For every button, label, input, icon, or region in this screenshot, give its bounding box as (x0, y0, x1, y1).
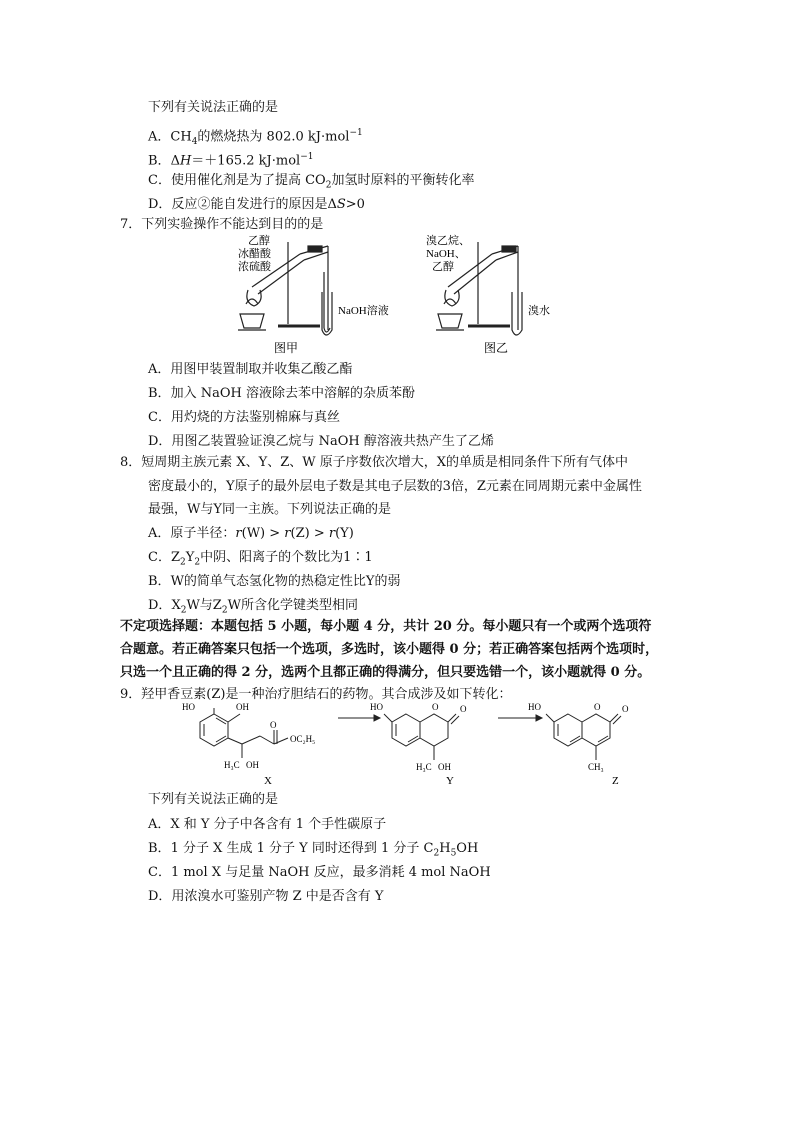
option-prefix: C． (148, 550, 171, 565)
y-o: O (460, 704, 467, 714)
option-prefix: C． (148, 865, 171, 880)
jia-reagent-1: 乙醇 (248, 235, 270, 247)
option-text-part: 用图甲装置制取并收集乙酸乙酯 (170, 362, 353, 377)
option-text-part: H (439, 841, 451, 856)
option-prefix: A． (148, 362, 171, 377)
q8-option-c[interactable] (148, 550, 373, 571)
reaction-scheme (170, 700, 650, 790)
yi-reagent-1: 溴乙烷、 (426, 235, 470, 247)
y-ho: HO (370, 702, 383, 712)
option-text-part: 1 分子 X 生成 1 分子 Y 同时还得到 1 分子 C (170, 841, 434, 856)
option-text-part: H (179, 153, 192, 169)
y-h3c: H₃C (416, 762, 432, 772)
option-text-part: r (328, 526, 336, 541)
yi-receiver-label: 溴水 (528, 305, 550, 317)
z-o: O (622, 704, 629, 714)
option-text-part: ＝＋165.2 kJ·mol (191, 153, 301, 169)
option-text-part: W与Z (186, 598, 222, 613)
section-line-3: 只选一个且正确的得 2 分，选两个且都正确的得满分，但只要选错一个，该小题就得 0 分。 (120, 665, 651, 680)
label-z: Z (612, 775, 619, 787)
option-text-part: 反应②能自发进行的原因是Δ (171, 197, 337, 212)
option-text-part: 2 (433, 848, 440, 859)
q8-stem-line-2: 密度最小的，Y原子的最外层电子数是其电子层数的3倍，Z元素在同周期元素中金属性 (148, 479, 642, 494)
option-text-part: Δ (170, 153, 180, 169)
option-text-part: 1 mol X 与足量 NaOH 反应，最多消耗 4 mol NaOH (170, 865, 491, 880)
option-text-part: W的简单气态氢化物的热稳定性比Y的弱 (170, 574, 401, 589)
option-text-part: 4 (191, 136, 198, 147)
option-prefix: B． (148, 841, 171, 856)
q9-stem: 9．羟甲香豆素(Z)是一种治疗胆结石的药物。其合成涉及如下转化： (120, 687, 512, 702)
x-ho: HO (182, 702, 195, 712)
x-h3c: H₃C (224, 760, 240, 770)
option-text-part: (W) > (241, 526, 285, 541)
option-prefix: B． (148, 153, 171, 169)
jia-caption: 图甲 (274, 341, 299, 355)
option-text-part: 使用催化剂是为了提高 CO (170, 173, 326, 188)
option-prefix: D． (148, 434, 172, 449)
q6-option-c[interactable] (148, 173, 474, 194)
option-text-part: 2 (194, 557, 201, 568)
option-text-part: r (284, 526, 291, 541)
yi-reagent-2: NaOH、 (426, 248, 466, 260)
figure-jia (200, 232, 410, 357)
option-text-part: 原子半径： (170, 526, 236, 541)
option-prefix: B． (148, 574, 171, 589)
option-prefix: D． (148, 889, 172, 904)
section-line-1: 不定项选择题：本题包括 5 小题，每小题 4 分，共计 20 分。每小题只有一个或两个选项符 (120, 619, 652, 634)
x-oh: OH (246, 760, 259, 770)
option-text-part: X (171, 598, 181, 613)
option-text-part: −1 (300, 152, 314, 162)
y-oh: OH (438, 762, 451, 772)
q7-option-c[interactable] (148, 410, 340, 426)
option-text-part: 2 (180, 557, 186, 568)
jia-receiver-label: NaOH溶液 (338, 305, 389, 317)
q8-option-a[interactable] (148, 526, 354, 542)
x-oh-top: OH (236, 702, 249, 712)
yi-caption: 图乙 (484, 341, 509, 355)
option-text-part: 的燃烧热为 802.0 kJ·mol (197, 129, 350, 145)
option-text-part: 中阴、阳离子的个数比为1∶1 (200, 550, 373, 565)
option-text-part: 2 (180, 605, 187, 616)
q8-option-b[interactable] (148, 574, 401, 590)
q7-option-b[interactable] (148, 386, 415, 402)
label-x: X (264, 775, 272, 787)
option-text-part: r (235, 526, 242, 541)
option-text-part: X 和 Y 分子中各含有 1 个手性碳原子 (170, 817, 387, 832)
option-prefix: A． (148, 526, 171, 541)
q8-stem-line-3: 最强，W与Y同一主族。下列说法正确的是 (148, 502, 391, 517)
q7-option-d[interactable] (148, 434, 494, 450)
figure-yi (410, 232, 580, 357)
label-y: Y (446, 775, 454, 787)
option-text-part: W所含化学键类型相同 (227, 598, 358, 613)
q6-option-a[interactable] (148, 125, 363, 150)
q7-option-a[interactable] (148, 362, 352, 378)
option-text-part: S (336, 197, 346, 212)
option-text-part: 用浓溴水可鉴别产物 Z 中是否含有 Y (171, 889, 384, 904)
q9-option-a[interactable] (148, 817, 386, 833)
option-text-part: 加氢时原料的平衡转化率 (331, 173, 475, 188)
option-text-part: 5 (450, 848, 457, 859)
q9-option-b[interactable] (148, 841, 478, 862)
q6-stem: 下列有关说法正确的是 (148, 100, 279, 115)
option-text-part: >0 (345, 197, 365, 212)
option-prefix: A． (148, 129, 171, 145)
option-text-part: 2 (221, 605, 228, 616)
option-prefix: C． (148, 173, 171, 188)
jia-reagent-2: 冰醋酸 (238, 248, 271, 260)
option-text-part: 用灼烧的方法鉴别棉麻与真丝 (170, 410, 340, 425)
option-prefix: C． (148, 410, 171, 425)
jia-reagent-3: 浓硫酸 (238, 261, 271, 273)
option-text-part: Z (170, 550, 180, 565)
q7-stem: 7．下列实验操作不能达到目的的是 (120, 217, 324, 232)
section-line-2: 合题意。若正确答案只包括一个选项，多选时，该小题得 0 分；若正确答案包括两个选项时， (120, 642, 659, 657)
q9-stem2: 下列有关说法正确的是 (148, 792, 279, 807)
option-prefix: D． (148, 598, 172, 613)
option-text-part: 2 (325, 180, 332, 191)
option-text-part: (Z) > (290, 526, 329, 541)
option-text-part: −1 (349, 128, 363, 138)
z-ho: HO (528, 702, 541, 712)
option-text-part: (Y) (335, 526, 354, 541)
x-o: O (270, 720, 277, 730)
q6-option-d[interactable] (148, 197, 365, 213)
y-o-ring: O (432, 702, 439, 712)
q8-stem-line-1: 8．短周期主族元素 X、Y、Z、W 原子序数依次增大，X的单质是相同条件下所有气体中 (120, 455, 629, 470)
q9-option-d[interactable] (148, 889, 383, 905)
option-text-part: 加入 NaOH 溶液除去苯中溶解的杂质苯酚 (170, 386, 415, 401)
x-oc2h5: OC₂H₅ (290, 734, 316, 744)
z-ch3: CH₃ (588, 762, 604, 772)
yi-reagent-3: 乙醇 (432, 261, 454, 273)
option-prefix: B． (148, 386, 171, 401)
option-prefix: D． (148, 197, 172, 212)
q8-option-d[interactable] (148, 598, 358, 619)
option-prefix: A． (148, 817, 171, 832)
option-text-part: OH (456, 841, 479, 856)
q9-option-c[interactable] (148, 865, 491, 881)
z-o-ring: O (594, 702, 601, 712)
option-text-part: Y (185, 550, 195, 565)
option-text-part: 用图乙装置验证溴乙烷与 NaOH 醇溶液共热产生了乙烯 (171, 434, 494, 449)
option-text-part: CH (170, 129, 192, 145)
q6-option-b[interactable] (148, 149, 313, 169)
